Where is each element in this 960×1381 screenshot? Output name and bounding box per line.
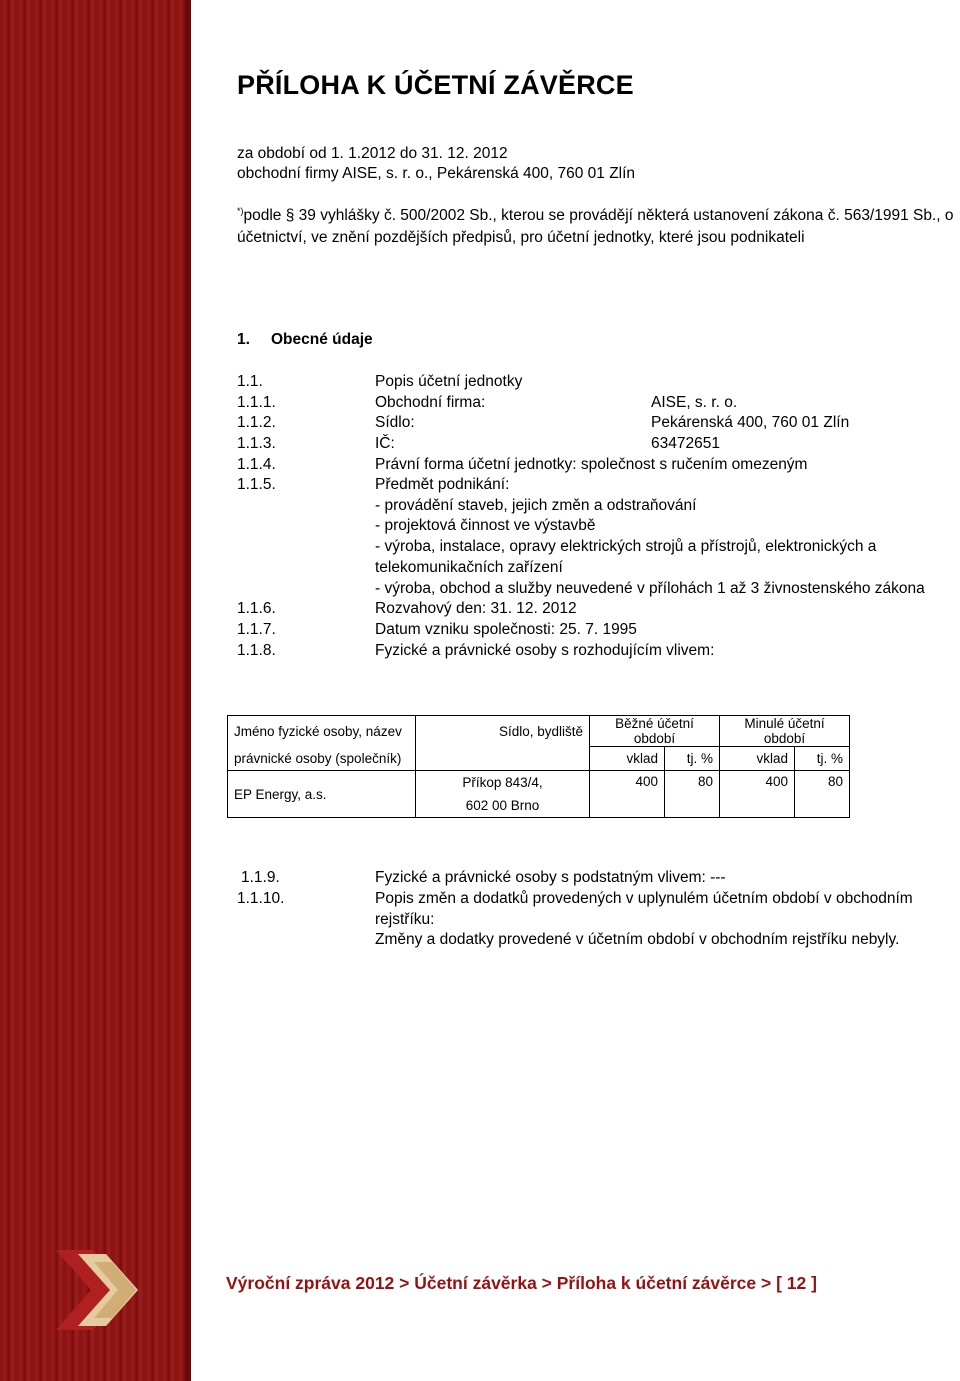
footnote-text: podle § 39 vyhlášky č. 500/2002 Sb., kterou se provádějí některá ustanovení zákona č. 563/1991 Sb., o — [243, 207, 954, 225]
item-number: 1.1.1. — [237, 394, 276, 411]
chevron-logo-icon — [48, 1240, 158, 1340]
item-label: Sídlo: — [375, 414, 415, 431]
decorative-red-stripe — [0, 0, 191, 1381]
table-row — [228, 771, 850, 818]
item-number: 1.1.4. — [237, 456, 276, 473]
item-label-cont: rejstříku: — [375, 911, 435, 928]
footnote-line-2: účetnictví, ve znění pozdějších předpisů, pro účetní jednotky, které jsou podnikateli — [237, 229, 805, 246]
footer-breadcrumb: Výroční zpráva 2012 > Účetní závěrka > Příloha k účetní závěrce > [ 12 ] — [226, 1273, 817, 1293]
item-label: Fyzické a právnické osoby s podstatným vlivem: --- — [375, 869, 726, 886]
owner-seat-line2: 602 00 Brno — [465, 798, 540, 813]
item-number: 1.1.9. — [241, 869, 280, 886]
item-number: 1.1.10. — [237, 890, 285, 907]
item-label: IČ: — [375, 435, 395, 452]
item-number: 1.1.6. — [237, 600, 276, 617]
activity-line: - provádění staveb, jejich změn a odstraňování — [375, 497, 697, 514]
owner-seat — [416, 771, 590, 818]
owner-name: EP Energy, a.s. — [228, 771, 416, 818]
activity-line: telekomunikačních zařízení — [375, 559, 563, 576]
table-header-seat: Sídlo, bydliště — [416, 716, 590, 747]
table-header-pct: tj. % — [795, 747, 850, 771]
item-label: Popis změn a dodatků provedených v uplynulém účetním období v obchodním — [375, 890, 913, 907]
table-header-current: Běžné účetní období — [590, 716, 720, 747]
footnote-mark: *) — [237, 206, 244, 216]
table-header-pct: tj. % — [665, 747, 720, 771]
activity-line: - výroba, instalace, opravy elektrických strojů a přístrojů, elektronických a — [375, 538, 877, 555]
item-number: 1.1.7. — [237, 621, 276, 638]
item-text: Změny a dodatky provedené v účetním období v obchodním rejstříku nebyly. — [375, 931, 900, 948]
period-line: za období od 1. 1.2012 do 31. 12. 2012 — [237, 145, 508, 162]
section-number: 1. — [237, 331, 250, 348]
item-value: 63472651 — [651, 435, 720, 452]
item-label: Datum vzniku společnosti: 25. 7. 1995 — [375, 621, 637, 638]
prior-pct: 80 — [795, 771, 850, 818]
item-number: 1.1. — [237, 373, 263, 390]
activity-line: - výroba, obchod a služby neuvedené v přílohách 1 až 3 živnostenského zákona — [375, 580, 925, 597]
current-pct: 80 — [665, 771, 720, 818]
item-value: AISE, s. r. o. — [651, 394, 738, 411]
table-header-vklad: vklad — [590, 747, 665, 771]
table-header-vklad: vklad — [720, 747, 795, 771]
owners-table — [227, 715, 850, 818]
item-label: Obchodní firma: — [375, 394, 486, 411]
owner-seat-line1: Příkop 843/4, — [462, 775, 543, 790]
prior-vklad: 400 — [720, 771, 795, 818]
item-number: 1.1.8. — [237, 642, 276, 659]
page-title: PŘÍLOHA K ÚČETNÍ ZÁVĚRCE — [237, 70, 634, 100]
table-header-name: Jméno fyzické osoby, název — [228, 716, 416, 747]
current-vklad: 400 — [590, 771, 665, 818]
item-number: 1.1.2. — [237, 414, 276, 431]
item-number: 1.1.3. — [237, 435, 276, 452]
item-label: Fyzické a právnické osoby s rozhodujícím vlivem: — [375, 642, 715, 659]
table-header-name-2: právnické osoby (společník) — [228, 747, 416, 771]
item-label: Právní forma účetní jednotky: společnost s ručením omezeným — [375, 456, 808, 473]
item-label: Předmět podnikání: — [375, 476, 510, 493]
item-value: Pekárenská 400, 760 01 Zlín — [651, 414, 850, 431]
section-title: Obecné údaje — [271, 331, 373, 348]
table-header-prior: Minulé účetní období — [720, 716, 850, 747]
company-line: obchodní firmy AISE, s. r. o., Pekárenská 400, 760 01 Zlín — [237, 165, 636, 182]
item-label: Popis účetní jednotky — [375, 373, 523, 390]
activity-line: - projektová činnost ve výstavbě — [375, 517, 596, 534]
footnote-line-1 — [237, 206, 954, 225]
item-label: Rozvahový den: 31. 12. 2012 — [375, 600, 577, 617]
item-number: 1.1.5. — [237, 476, 276, 493]
